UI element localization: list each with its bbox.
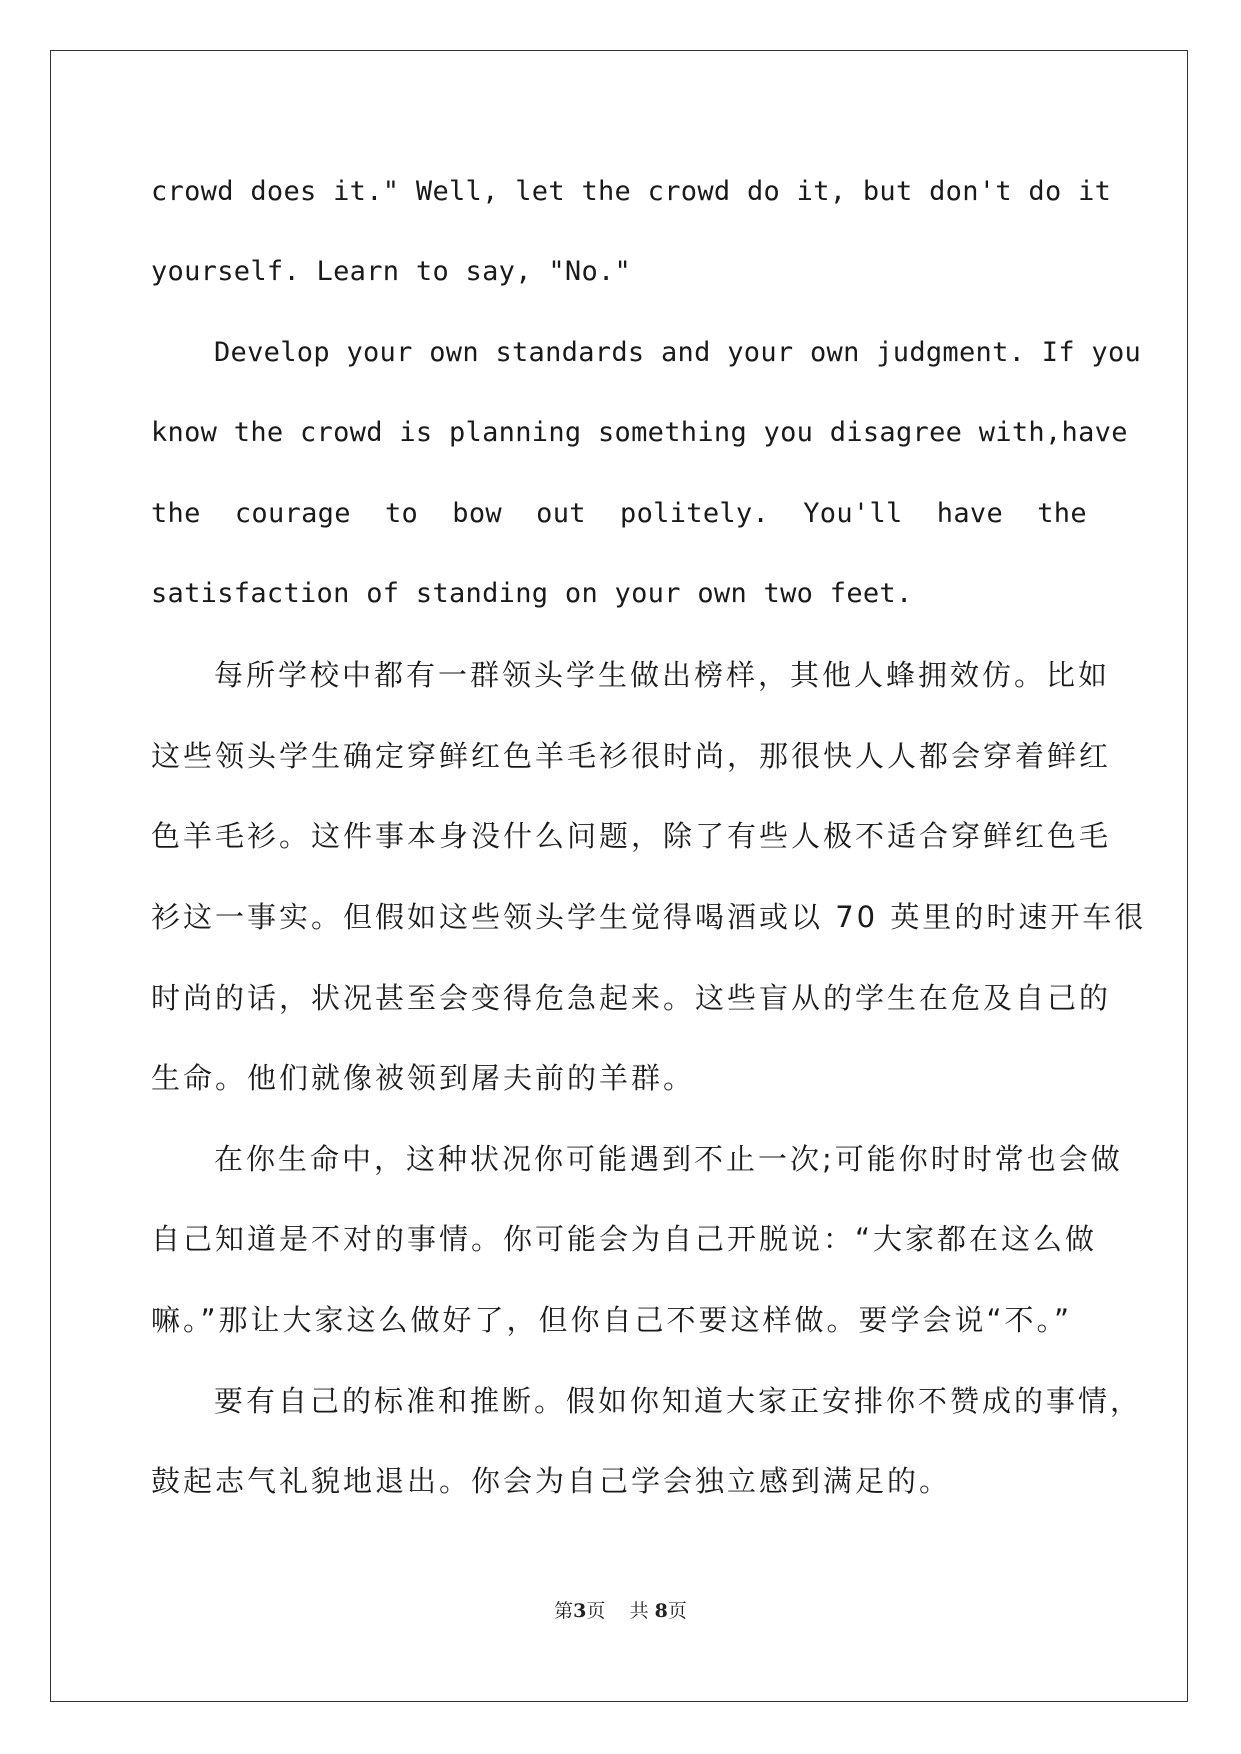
paragraph-2-line-2: know the crowd is planning something you disagree with,have [151, 417, 1128, 448]
word: bow [452, 498, 502, 529]
page-border [50, 50, 1188, 1702]
paragraph-1-line-1: crowd does it." Well, let the crowd do it, but don't do it [151, 176, 1112, 207]
paragraph-3-line-5: 时尚的话，状况甚至会变得危急起来。这些盲从的学生在危及自己的 [151, 981, 1112, 1015]
total-page-count: 8 [654, 1600, 668, 1622]
page-prefix: 第 [554, 1600, 574, 1622]
word: politely. [620, 498, 770, 529]
total-prefix: 共 [629, 1600, 649, 1622]
word: the [151, 498, 201, 529]
paragraph-3-line-1: 每所学校中都有一群领头学生做出榜样，其他人蜂拥效仿。比如 [214, 658, 1111, 692]
page-suffix: 页 [586, 1600, 606, 1622]
word: to [384, 498, 419, 529]
paragraph-5-line-1: 要有自己的标准和推断。假如你知道大家正安排你不赞成的事情， [214, 1384, 1143, 1418]
paragraph-2-line-1: Develop your own standards and your own judgment. If you [214, 337, 1142, 368]
paragraph-5-line-2: 鼓起志气礼貌地退出。你会为自己学会独立感到满足的。 [151, 1464, 952, 1498]
total-suffix: 页 [667, 1600, 687, 1622]
paragraph-3-line-2: 这些领头学生确定穿鲜红色羊毛衫很时尚，那很快人人都会穿着鲜红 [151, 739, 1112, 773]
paragraph-4-line-1: 在你生命中，这种状况你可能遇到不止一次;可能你时时常也会做 [214, 1142, 1123, 1176]
paragraph-1-line-2: yourself. Learn to say, "No." [151, 256, 632, 287]
paragraph-2-line-4: satisfaction of standing on your own two feet. [151, 578, 913, 609]
paragraph-2-line-3 [151, 494, 1087, 534]
paragraph-4-line-3: 嘛。”那让大家这么做好了，但你自己不要这样做。要学会说“不。” [151, 1303, 1073, 1337]
word: You'll [803, 498, 903, 529]
word: have [936, 498, 1004, 529]
word: out [536, 498, 586, 529]
word: the [1037, 498, 1087, 529]
paragraph-3-line-6: 生命。他们就像被领到屠夫前的羊群。 [151, 1061, 696, 1095]
paragraph-3-line-4: 衫这一事实。但假如这些领头学生觉得喝酒或以 70 英里的时速开车很 [151, 900, 1147, 934]
page-footer [0, 1596, 1241, 1623]
current-page-number: 3 [573, 1600, 587, 1622]
paragraph-3-line-3: 色羊毛衫。这件事本身没什么问题，除了有些人极不适合穿鲜红色毛 [151, 819, 1112, 853]
word: courage [234, 498, 351, 529]
paragraph-4-line-2: 自己知道是不对的事情。你可能会为自己开脱说：“大家都在这么做 [151, 1222, 1098, 1256]
